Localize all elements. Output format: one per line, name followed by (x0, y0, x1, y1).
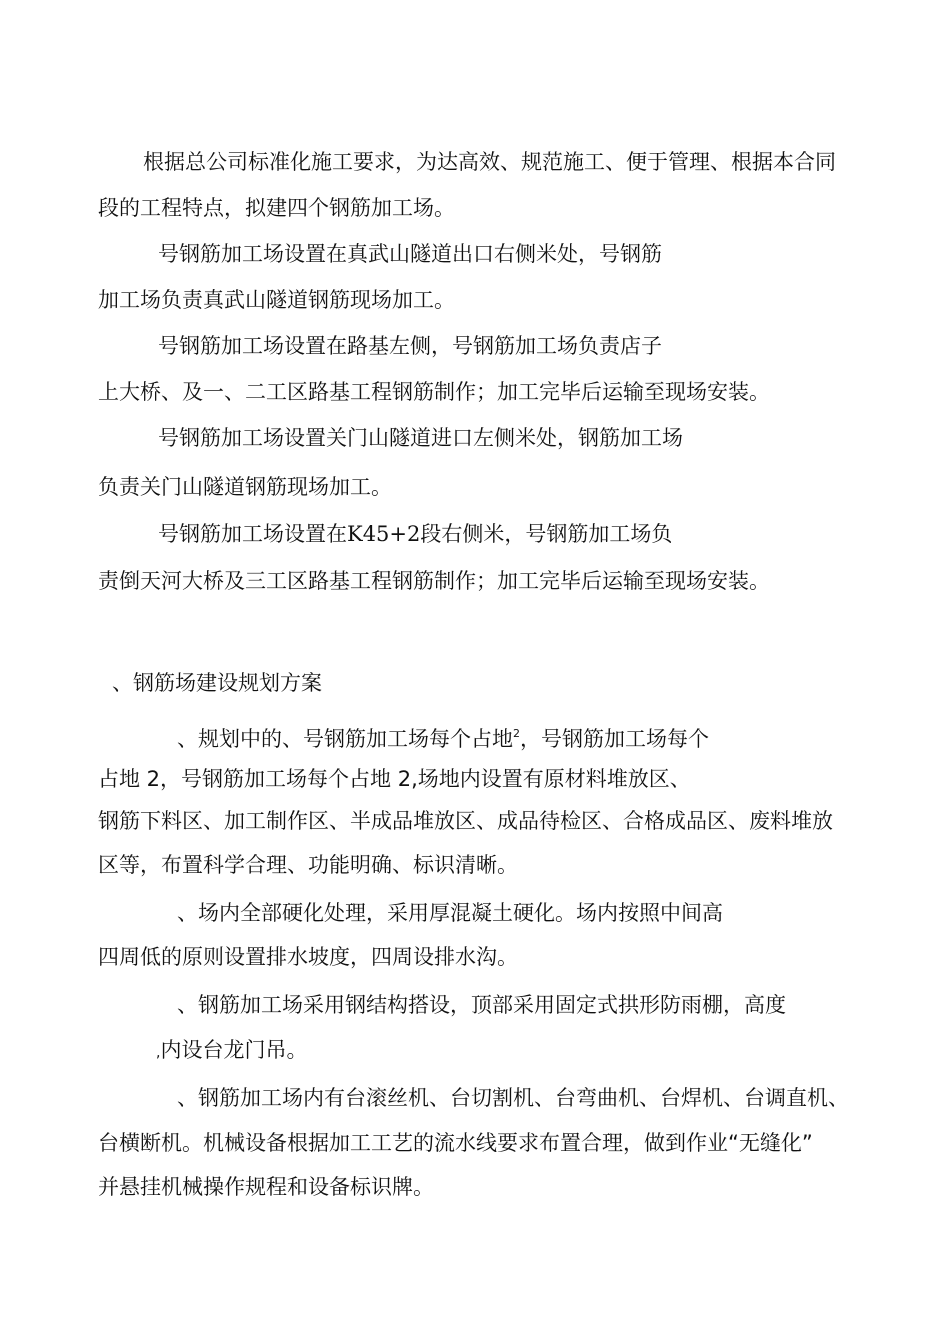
para3-line2: 上大桥、及一、二工区路基工程钢筋制作；加工完毕后运输至现场安装。 (98, 380, 770, 404)
item3-line2 (156, 1036, 307, 1067)
para4-line2: 负责关门山隧道钢筋现场加工。 (98, 475, 392, 499)
superscript-two: 2 (513, 727, 520, 740)
item1-line1 (177, 725, 709, 753)
item4-line3: 并悬挂机械操作规程和设备标识牌。 (98, 1175, 434, 1199)
item2-line1: 、场内全部硬化处理，采用厚混凝土硬化。场内按照中间高 (177, 901, 723, 925)
item1-line1-text-a: 、规划中的、号钢筋加工场每个占地 (177, 727, 513, 751)
item2-line2: 四周低的原则设置排水坡度，四周设排水沟。 (98, 945, 518, 969)
para4-line1: 号钢筋加工场设置关门山隧道进口左侧米处，钢筋加工场 (158, 426, 683, 450)
item4-line1: 、钢筋加工场内有台滚丝机、台切割机、台弯曲机、台焊机、台调直机、 (177, 1086, 849, 1110)
item1-line3: 钢筋下料区、加工制作区、半成品堆放区、成品待检区、合格成品区、废料堆放 (98, 809, 833, 833)
item1-line2: 占地 2，号钢筋加工场每个占地 2,场地内设置有原材料堆放区、 (98, 767, 691, 791)
item3-comma-mark: , (156, 1045, 161, 1061)
para2-line2: 加工场负责真武山隧道钢筋现场加工。 (98, 288, 455, 312)
para5-line1 (158, 520, 672, 548)
chainage-code: K45+2 (347, 522, 421, 546)
item3-line2-text: 内设台龙门吊。 (160, 1038, 308, 1062)
para5-line1-text-a: 号钢筋加工场设置在 (158, 522, 347, 546)
para3-line1: 号钢筋加工场设置在路基左侧，号钢筋加工场负责店子 (158, 334, 662, 358)
item1-line4: 区等，布置科学合理、功能明确、标识清晰。 (98, 853, 518, 877)
item4-line2: 台横断机。机械设备根据加工工艺的流水线要求布置合理，做到作业“无缝化” (98, 1131, 813, 1155)
para5-line1-text-b: 段右侧米，号钢筋加工场负 (420, 522, 673, 546)
para1-line2: 段的工程特点，拟建四个钢筋加工场。 (98, 196, 455, 220)
item1-line1-text-b: ，号钢筋加工场每个 (520, 727, 709, 751)
section-heading: 、钢筋场建设规划方案 (112, 671, 322, 695)
item3-line1: 、钢筋加工场采用钢结构搭设，顶部采用固定式拱形防雨棚，高度 (177, 993, 786, 1017)
para5-line2: 责倒天河大桥及三工区路基工程钢筋制作；加工完毕后运输至现场安装。 (98, 569, 770, 593)
para2-line1: 号钢筋加工场设置在真武山隧道出口右侧米处，号钢筋 (158, 242, 662, 266)
para1-line1: 根据总公司标准化施工要求，为达高效、规范施工、便于管理、根据本合同 (143, 150, 836, 174)
